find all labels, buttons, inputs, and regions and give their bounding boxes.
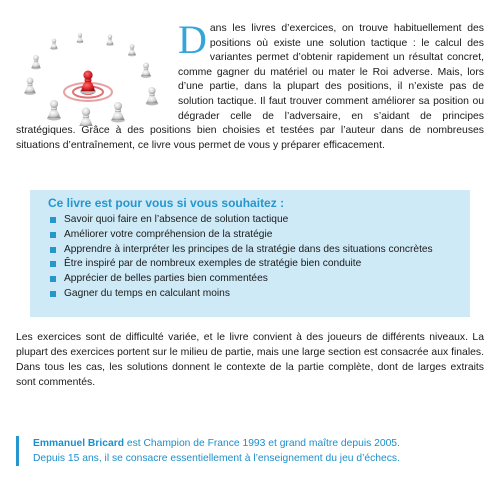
dropcap-letter: D bbox=[178, 17, 207, 62]
author-name: Emmanuel Bricard bbox=[33, 438, 124, 449]
intro-text: ans les livres d’exercices, on trouve habituellement des positions où existe une solution tactique : le calcul des variantes permet d’obtenir rapidement un résultat concret, comme gagner du matériel ou mater le Roi adverse. Mais, lors d’une partie, dans la plupart des positions, il n’existe pas de solution tactique. Il faut trouver comment améliorer sa position ou dégrader celle de l’adversaire, en s’aidant de principes stratégiques. Grâce à des positions bien choisies et testées par l’auteur dans de nombreuses situations d’entraînement, ce livre vous permet de vous y préparer efficacement. bbox=[16, 23, 484, 151]
list-item-text: Apprendre à interpréter les principes de la stratégie dans des situations concrètes bbox=[64, 243, 433, 255]
list-item bbox=[44, 213, 458, 228]
list-item bbox=[44, 257, 458, 272]
list-item-text: Être inspiré par de nombreux exemples de stratégie bien conduite bbox=[64, 258, 362, 270]
list-item-text: Savoir quoi faire en l’absence de solution tactique bbox=[64, 214, 289, 225]
square-bullet-icon bbox=[50, 276, 56, 282]
exercises-paragraph: Les exercices sont de difficulté variée, et le livre convient à des joueurs de différents niveaux. La plupart des exercices portent sur le milieu de partie, mais une large section est consacrée aux finales. Dans tous les cas, les solutions donnent le contexte de la partie complète, dont de larges extraits sont commentés. bbox=[16, 332, 484, 388]
list-item bbox=[44, 272, 458, 287]
list-item bbox=[44, 243, 458, 258]
intro-paragraph bbox=[16, 17, 484, 153]
square-bullet-icon bbox=[50, 247, 56, 253]
square-bullet-icon bbox=[50, 217, 56, 223]
audience-box-title: Ce livre est pour vous si vous souhaitez : bbox=[48, 196, 285, 210]
list-item bbox=[44, 228, 458, 243]
list-item-text: Apprécier de belles parties bien commentées bbox=[64, 273, 268, 285]
author-bio-line-1 bbox=[33, 436, 484, 451]
list-item-text: Améliorer votre compréhension de la stratégie bbox=[64, 228, 273, 240]
list-item bbox=[44, 287, 458, 302]
list-item-text: Gagner du temps en calculant moins bbox=[64, 287, 230, 299]
square-bullet-icon bbox=[50, 291, 56, 297]
illustration-spacer bbox=[16, 22, 178, 123]
square-bullet-icon bbox=[50, 261, 56, 267]
square-bullet-icon bbox=[50, 232, 56, 238]
author-bio-line-2: Depuis 15 ans, il se consacre essentiellement à l’enseignement du jeu d’échecs. bbox=[33, 453, 400, 464]
audience-box bbox=[30, 190, 470, 317]
author-bio bbox=[16, 436, 484, 466]
audience-list bbox=[44, 213, 458, 302]
author-title-text: est Champion de France 1993 et grand maître depuis 2005. bbox=[124, 438, 400, 449]
